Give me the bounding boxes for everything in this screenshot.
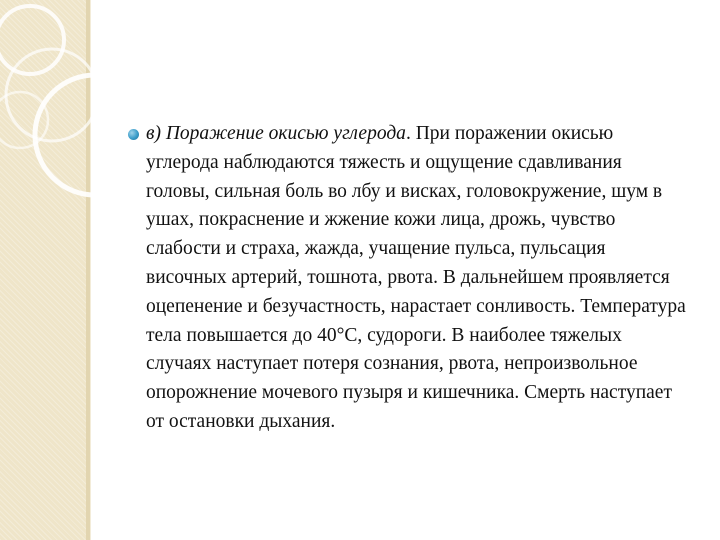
bullet-item [122, 120, 690, 437]
paragraph-lead-punct: . [405, 123, 411, 144]
bullet-paragraph [146, 120, 690, 437]
bullet-dot-icon [128, 129, 139, 140]
slide-content [122, 120, 690, 437]
paragraph-body: При поражении окисью углерода наблюдаются тяжесть и ощущение сдавливания головы, сильная боль во лбу и висках, головокружение, шум в ушах, покраснение и жжение кожи лица, дрожь, чувство слабости и страха, жажда, учащение пульса, пульсация височных артерий, тошнота, рвота. В дальнейшем проявляется оцепенение и безучастность, нарастает сонливость. Температура тела повышается до 40°С, судороги. В наиболее тяжелых случаях наступает потеря сознания, рвота, непроизвольное опорожнение мочевого пузыря и кишечника. Смерть наступает от остановки дыхания. [146, 123, 686, 432]
paragraph-lead: в) Поражение окисью углерода [146, 123, 406, 144]
